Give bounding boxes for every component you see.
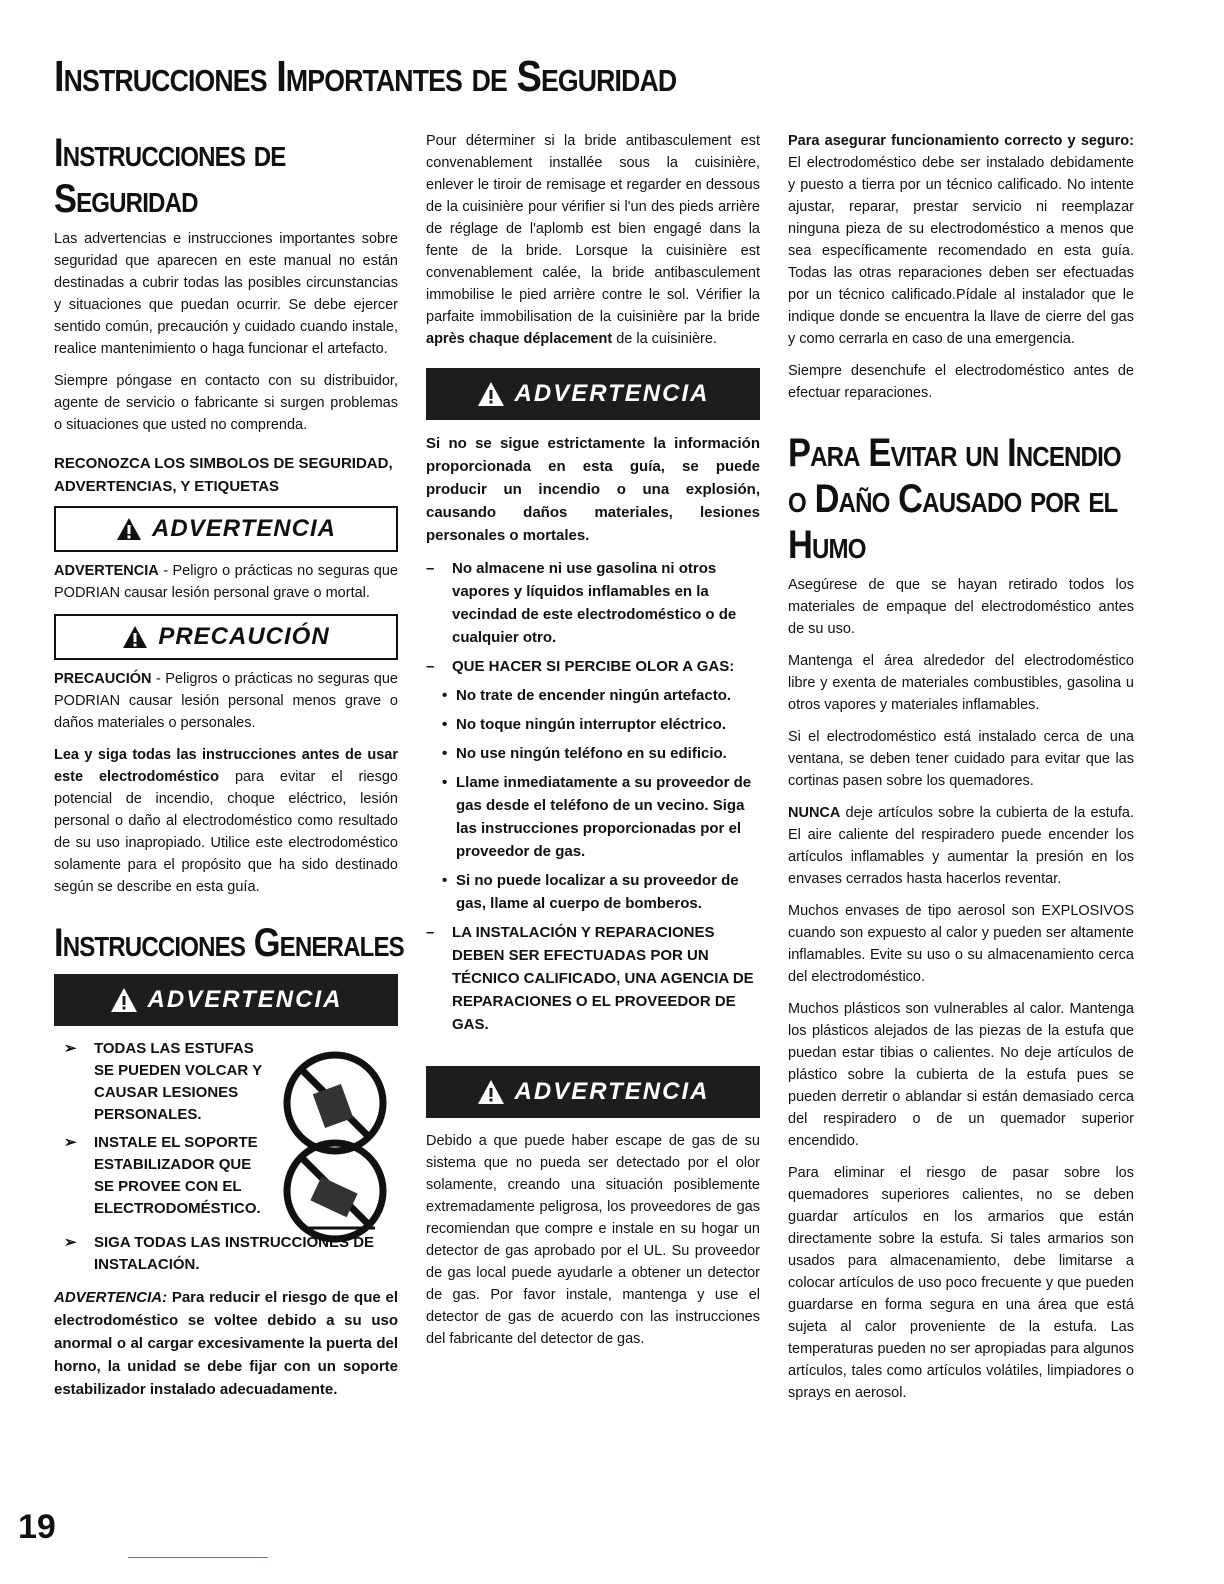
bullet-item: • No trate de encender ningún artefacto.	[442, 687, 732, 704]
heading-safety-instructions: Instrucciones de Seguridad	[54, 131, 286, 221]
warning-triangle-icon	[122, 625, 148, 649]
proper-operation-paragraph	[788, 130, 1134, 350]
dash-item: – No almacene ni use gasolina ni otros vapores y líquidos inflamables en la vecindad de este electrodoméstico o de cualquier otro.	[426, 557, 760, 649]
warning-triangle-icon	[116, 517, 142, 541]
read-rest: para evitar el riesgo potencial de incendio, choque eléctrico, lesión personal o daño al electrodoméstico como resultado de su uso inapropiado. Utilice este electrodoméstico solamente para el propósito que ha sido destinado según se describe en esta guía.	[54, 769, 398, 895]
footer-rule	[128, 1557, 268, 1558]
tip-text: SIGA TODAS LAS INSTRUCCIONES DE INSTALACIÓN.	[94, 1234, 375, 1273]
warning-box-1-label: ADVERTENCIA	[514, 380, 710, 407]
tip-item: ➢ INSTALE EL SOPORTE ESTABILIZADOR QUE SE PROVEE CON EL ELECTRODOMÉSTICO.	[54, 1132, 244, 1220]
french-paragraph	[426, 130, 760, 350]
warning-2-text: Debido a que puede haber escape de gas de su sistema que no pueda ser detectado por el olor solamente, creando una situación posiblemente extremadamente peligrosa, los proveedores de gas recomiendan que compre e instale en su hogar un detector de gas aprobado por el UL. Su proveedor de gas local puede ayudarle a obtener un detector de gas. Por favor instale, mantenga y use el detector de gas de acuerdo con las instrucciones del fabricante del detector de gas.	[426, 1133, 760, 1347]
unplug-paragraph: Siempre desenchufe el electrodoméstico antes de efectuar reparaciones.	[788, 363, 1134, 401]
read-instructions-paragraph	[54, 744, 398, 898]
intro-paragraph: Las advertencias e instrucciones importantes sobre seguridad que aparecen en este manual no están destinadas a cubrir todas las posibles circunstancias y situaciones que puedan ocurrir. Se debe ejercer sentido común, precaución y cuidado cuando instale, realice mantenimiento o haga funcionar el artefacto.	[54, 231, 398, 357]
heading-general-instructions: Instrucciones Generales	[54, 921, 404, 965]
symbols-heading: RECONOZCA LOS SIMBOLOS DE SEGURIDAD, ADVERTENCIAS, Y ETIQUETAS	[54, 455, 393, 495]
warning-triangle-icon	[110, 987, 138, 1013]
dash-text: QUE HACER SI PERCIBE OLOR A GAS:	[452, 658, 735, 675]
warning-triangle-icon	[477, 381, 505, 407]
heading-avoid-fire: Para Evitar un Incendio o Daño Causado por el Humo	[788, 431, 1121, 567]
page-title: Instrucciones Importantes de Seguridad	[54, 52, 677, 101]
precaucion-term: PRECAUCIÓN	[54, 671, 152, 687]
tip-text: TODAS LAS ESTUFAS SE PUEDEN VOLCAR Y CAUSAR LESIONES PERSONALES.	[94, 1040, 262, 1123]
bullet-item: • Llame inmediatamente a su proveedor de gas desde el teléfono de un vecino. Siga las instrucciones proporcionadas por el proveedor de gas.	[442, 774, 752, 860]
tip-item: ➢ TODAS LAS ESTUFAS SE PUEDEN VOLCAR Y CAUSAR LESIONES PERSONALES.	[54, 1038, 274, 1126]
french-bold: après chaque déplacement	[426, 331, 613, 347]
tip-item: ➢ SIGA TODAS LAS INSTRUCCIONES DE INSTALACIÓN.	[54, 1232, 398, 1276]
dash-text: LA INSTALACIÓN Y REPARACIONES DEBEN SER EFECTUADAS POR UN TÉCNICO CALIFICADO, UNA AGENCIA DE REPARACIONES O EL PROVEEDOR DE GAS.	[452, 924, 754, 1033]
general-warning-box	[54, 974, 398, 1026]
advertencia-def-text: - Peligro o prácticas no seguras que PODRIAN causar lesión personal grave o mortal.	[54, 563, 398, 601]
bullet-item: • No use ningún teléfono en su edificio.	[442, 745, 727, 762]
fire-paragraph-5: Muchos envases de tipo aerosol son EXPLOSIVOS cuando son expuesto al calor y pueden ser altamente inflamables. Evite su uso o su almacenamiento cerca del electrodoméstico.	[788, 903, 1134, 985]
dash-item: – QUE HACER SI PERCIBE OLOR A GAS:	[426, 655, 760, 678]
final-warning-paragraph	[54, 1286, 398, 1401]
warning-triangle-icon	[477, 1079, 505, 1105]
tip-row	[54, 1038, 398, 1126]
never-rest: deje artículos sobre la cubierta de la estufa. El aire caliente del respiradero puede encender los artículos inflamables y aumentar la presión en los envases cerrados hasta hacerlos reventar.	[788, 805, 1134, 887]
tip-row	[54, 1132, 398, 1220]
proper-bold: Para asegurar funcionamiento correcto y seguro:	[788, 133, 1134, 149]
column-middle	[426, 130, 760, 1360]
french-end: de la cuisinière.	[612, 331, 717, 347]
precaucion-definition	[54, 668, 398, 734]
fire-paragraph-2: Mantenga el área alrededor del electrodoméstico libre y exenta de materiales combustibles, gasolina u otros vapores y materiales inflamables.	[788, 653, 1134, 713]
advertencia-definition	[54, 560, 398, 604]
warning-1-text: Si no se sigue estrictamente la información proporcionada en esta guía, se puede producir un incendio o una explosión, causando daños materiales, lesiones personales o mortales.	[426, 435, 760, 544]
column-right	[788, 130, 1134, 1414]
general-warning-label: ADVERTENCIA	[147, 986, 343, 1013]
advertencia-box	[54, 506, 398, 552]
bullet-item: • Si no puede localizar a su proveedor de gas, llame al cuerpo de bomberos.	[442, 872, 739, 912]
fire-paragraph-3: Si el electrodoméstico está instalado cerca de una ventana, se deben tener cuidado para evitar que las cortinas pasen sobre los quemadores.	[788, 729, 1134, 789]
no-tip-stabilizer-icon	[280, 1136, 390, 1246]
column-left	[54, 130, 404, 1411]
fire-paragraph-6: Muchos plásticos son vulnerables al calor. Mantenga los plásticos alejados de las piezas de la estufa que puedan estar tibias o calientes. No deje artículos de plástico sobre la cubierta de la estufa pues se pueden derretir o ablandar si están demasiado cerca del respiradero o de un quemador superior encendido.	[788, 1001, 1134, 1149]
precaucion-box	[54, 614, 398, 660]
precaucion-box-label: PRECAUCIÓN	[158, 623, 330, 650]
contact-paragraph: Siempre póngase en contacto con su distribuidor, agente de servicio o fabricante si surgen problemas o situaciones que usted no comprenda.	[54, 373, 398, 433]
fire-paragraph-7: Para eliminar el riesgo de pasar sobre los quemadores superiores calientes, no se deben guardar artículos en los armarios que están directamente sobre la estufa. Si tales armarios son usados para almacenamiento, debe limitarse a colocar artículos de uso poco frecuente y que pueden guardarse en forma segura en una área que está sujeta al calor proveniente de la estufa. Las temperaturas pueden no ser apropiadas para algunos artículos, tales como artículos volátiles, limpiadores o sprays en aerosol.	[788, 1165, 1134, 1401]
precaucion-def-text: - Peligros o prácticas no seguras que PODRIAN causar lesión personal menos grave o daños materiales o personales.	[54, 671, 398, 731]
tip-text: INSTALE EL SOPORTE ESTABILIZADOR QUE SE PROVEE CON EL ELECTRODOMÉSTICO.	[94, 1134, 261, 1217]
warning-box-2-label: ADVERTENCIA	[514, 1078, 710, 1105]
french-start: Pour déterminer si la bride antibasculement est convenablement installée sous la cuisinière, enlever le tiroir de remisage et regarder en dessous de la cuisinière pour vérifier si l'un des pieds arrière de réglage de l'aplomb est bien engagé dans la fente de la bride. Lorsque la cuisinière est convenablement calée, la bride antibasculement immobilise le pied arrière contre le sol. Vérifier la parfaite immobilisation de la cuisinière par la bride	[426, 133, 760, 325]
dash-text: No almacene ni use gasolina ni otros vapores y líquidos inflamables en la vecindad de este electrodoméstico o de cualquier otro.	[452, 560, 737, 646]
bullet-item: • No toque ningún interruptor eléctrico.	[442, 716, 726, 733]
final-italic: ADVERTENCIA:	[54, 1289, 168, 1306]
dash-item: – LA INSTALACIÓN Y REPARACIONES DEBEN SER EFECTUADAS POR UN TÉCNICO CALIFICADO, UNA AGENCIA DE REPARACIONES O EL PROVEEDOR DE GAS.	[426, 921, 760, 1036]
proper-rest: El electrodoméstico debe ser instalado debidamente y puesto a tierra por un técnico calificado. No intente ajustar, reparar, prestar servicio ni reemplazar ninguna pieza de su electrodoméstico a menos que sea específicamente recomendado en esta guía. Todas las otras reparaciones deben ser efectuadas por un técnico calificado.Pídale al instalador que le indique donde se encuentra la llave de cierre del gas y como cerrarla en caso de una emergencia.	[788, 155, 1134, 347]
fire-paragraph-1: Asegúrese de que se hayan retirado todos los materiales de empaque del electrodoméstico antes de su uso.	[788, 577, 1134, 637]
final-rest: Para reducir el riesgo de que el electrodoméstico se voltee debido a su uso anormal o al cargar excesivamente la puerta del horno, la unidad se debe fijar con un soporte estabilizador instalado adecuadamente.	[54, 1289, 398, 1398]
advertencia-box-label: ADVERTENCIA	[152, 515, 336, 542]
fire-paragraph-4	[788, 802, 1134, 890]
page-number: 19	[18, 1508, 56, 1546]
warning-box-1	[426, 368, 760, 420]
advertencia-term: ADVERTENCIA	[54, 563, 159, 579]
never-bold: NUNCA	[788, 805, 841, 821]
read-bold: Lea y siga todas las instrucciones antes de usar este electrodoméstico	[54, 747, 398, 785]
warning-box-2	[426, 1066, 760, 1118]
